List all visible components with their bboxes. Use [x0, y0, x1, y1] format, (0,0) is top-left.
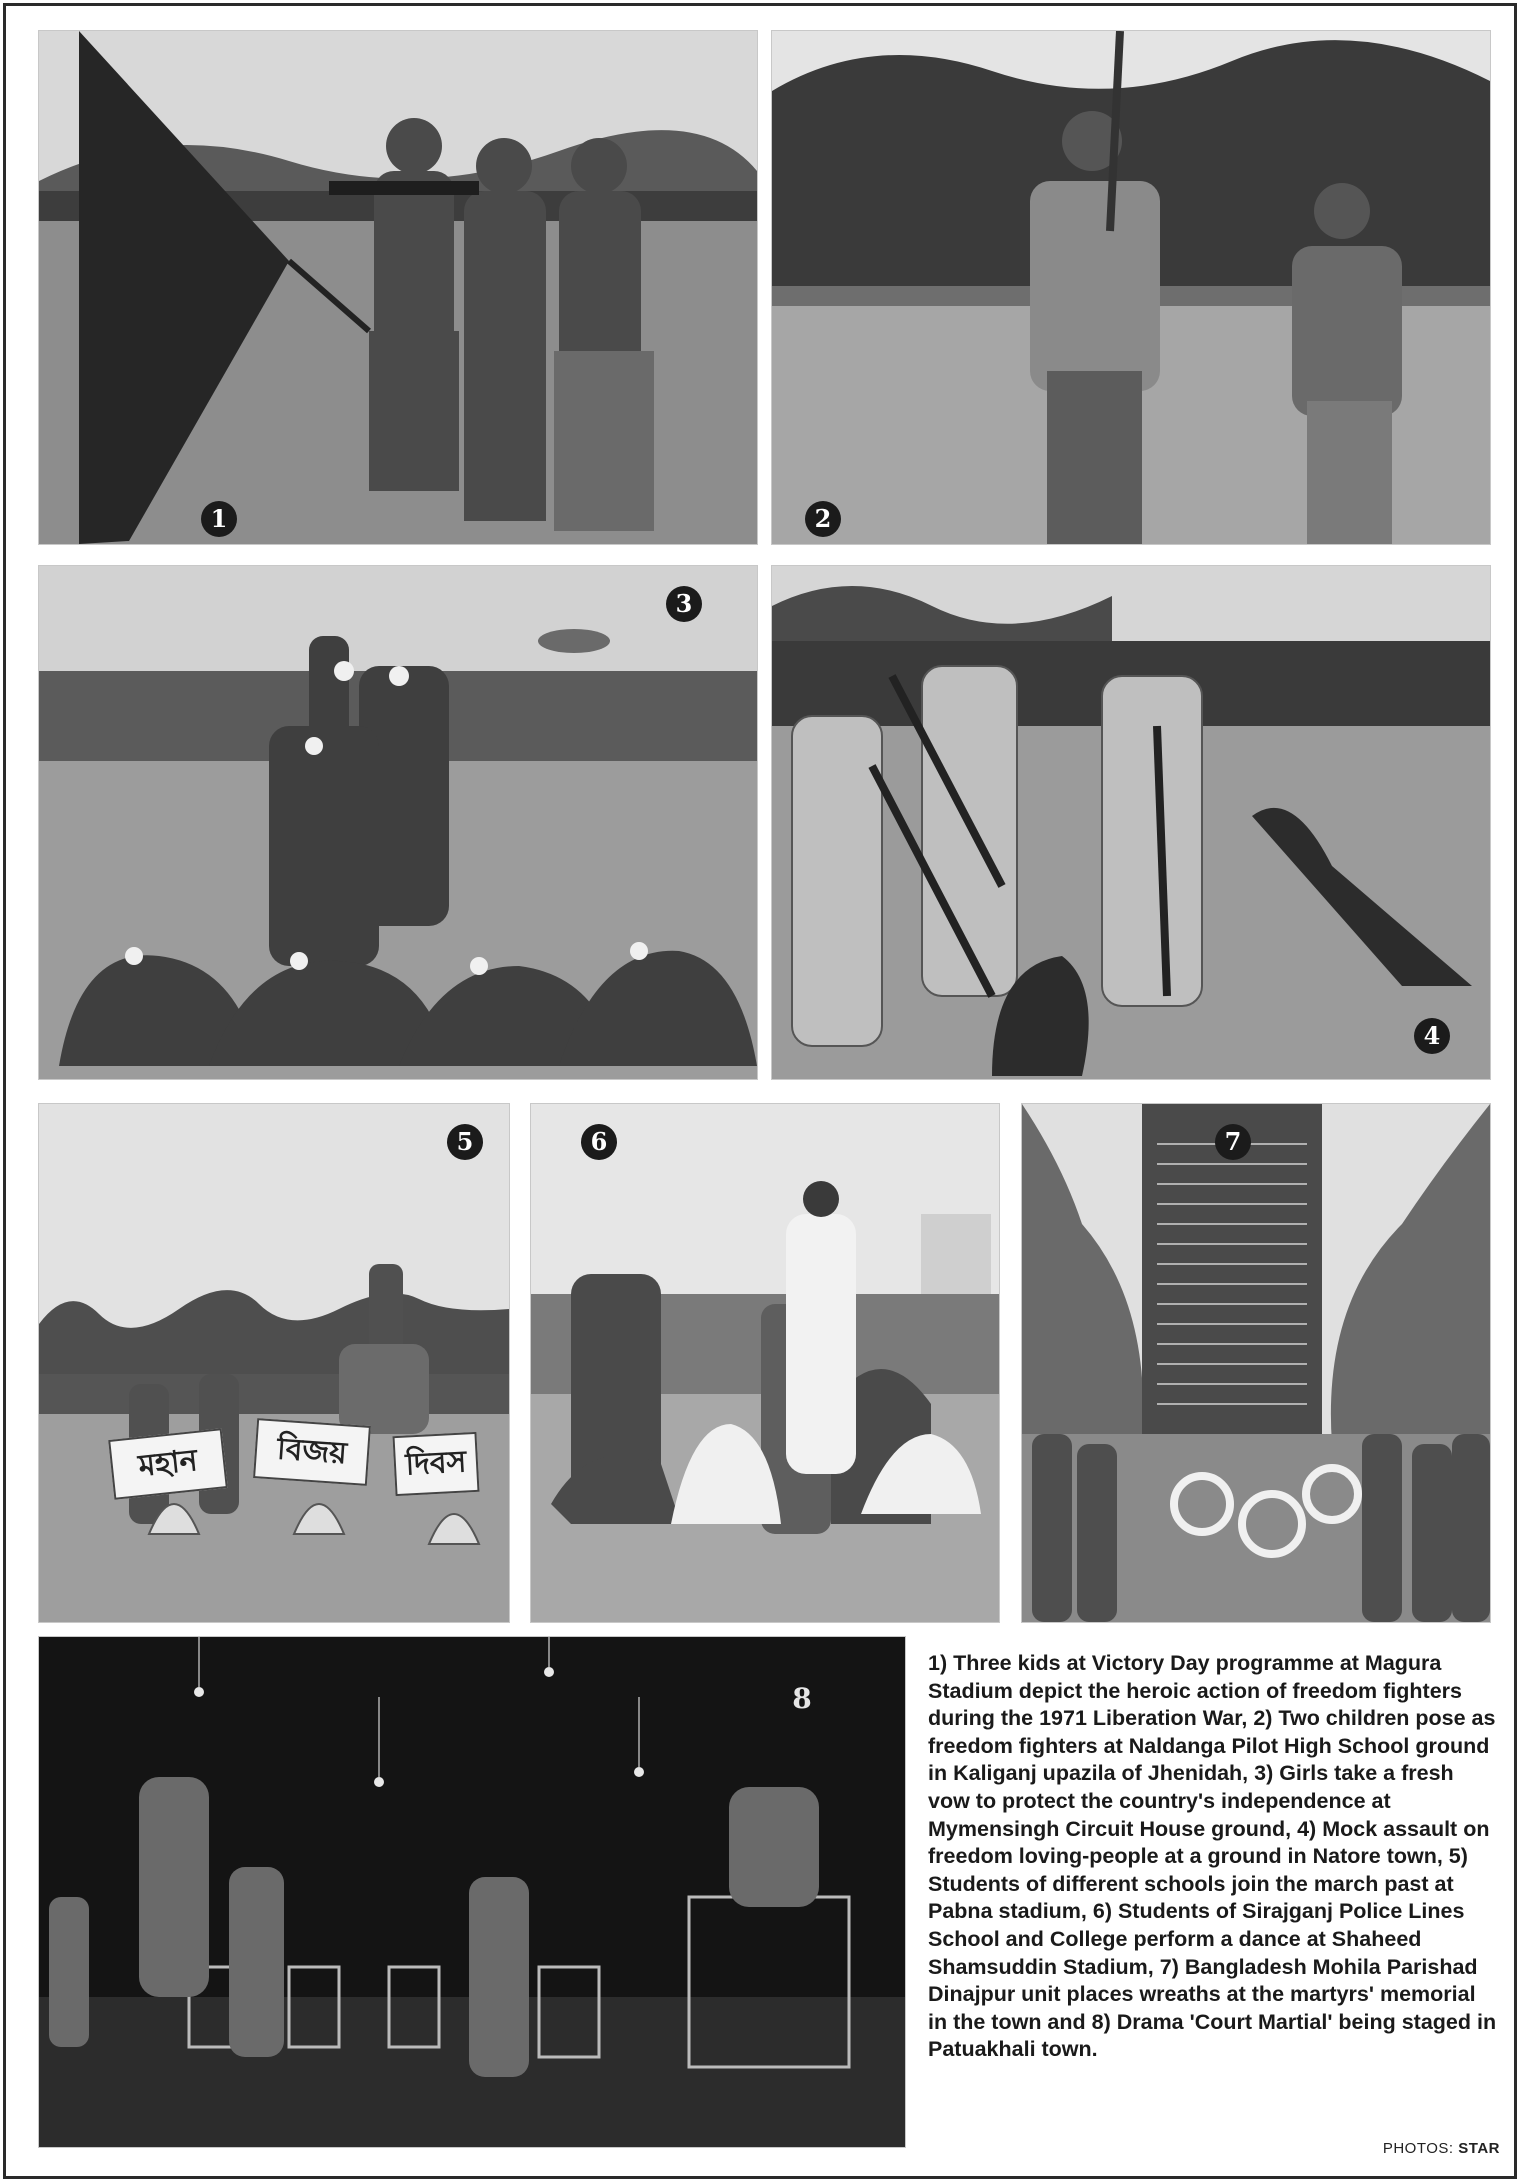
photo-caption: 1) Three kids at Victory Day programme at Magura Stadium depict the heroic action of freedom fighters during the 1971 Liberation War, 2) Two children pose as freedom fighters at Naldanga Pilot High School ground in Kaliganj upazila of Jhenidah, 3) Girls take a fresh vow to protect the country's independence at Mymensingh Circuit House ground, 4) Mock assault on freedom loving-people at a ground in Natore town, 5) Students of different schools join the march past at Pabna stadium, 6) Students of Sirajganj Police Lines School and College perform a dance at Shaheed Shamsuddin Stadium, 7) Bangladesh Mohila Parishad Dinajpur unit places wreaths at the martyrs' memorial in the town and 8) Drama 'Court Martial' being staged in Patuakhali town.: [928, 1651, 1497, 2062]
sign-mohan: মহান: [108, 1428, 228, 1500]
photo-7-image: [1022, 1104, 1490, 1622]
photo-8-image: [39, 1637, 905, 2147]
sign-bijoy: বিজয়: [253, 1418, 371, 1486]
photo-5: [38, 1103, 510, 1623]
sign-dibos: দিবস: [392, 1432, 479, 1496]
photo-6: [530, 1103, 1000, 1623]
photo-4: [771, 565, 1491, 1080]
photo-2: [771, 30, 1491, 545]
photo-6-image: [531, 1104, 999, 1622]
photo-7-number: 7: [1215, 1124, 1251, 1160]
photo-3: [38, 565, 758, 1080]
photo-7: [1021, 1103, 1491, 1623]
photo-8-number: 8: [792, 1682, 812, 1715]
photo-1-number: 1: [201, 501, 237, 537]
photo-2-number: 2: [805, 501, 841, 537]
photo-8: [38, 1636, 906, 2148]
photo-5-number: 5: [447, 1124, 483, 1160]
photo-4-number: 4: [1414, 1018, 1450, 1054]
photo-6-number: 6: [581, 1124, 617, 1160]
photo-1-image: [39, 31, 757, 544]
credit-source: STAR: [1458, 2140, 1500, 2157]
photo-credit: [1383, 2140, 1500, 2157]
photo-1: [38, 30, 758, 545]
photo-3-image: [39, 566, 757, 1079]
photo-3-number: 3: [666, 586, 702, 622]
photo-5-image: [39, 1104, 509, 1622]
photo-2-image: [772, 31, 1490, 544]
credit-label: PHOTOS:: [1382, 2140, 1454, 2157]
photo-4-image: [772, 566, 1490, 1079]
